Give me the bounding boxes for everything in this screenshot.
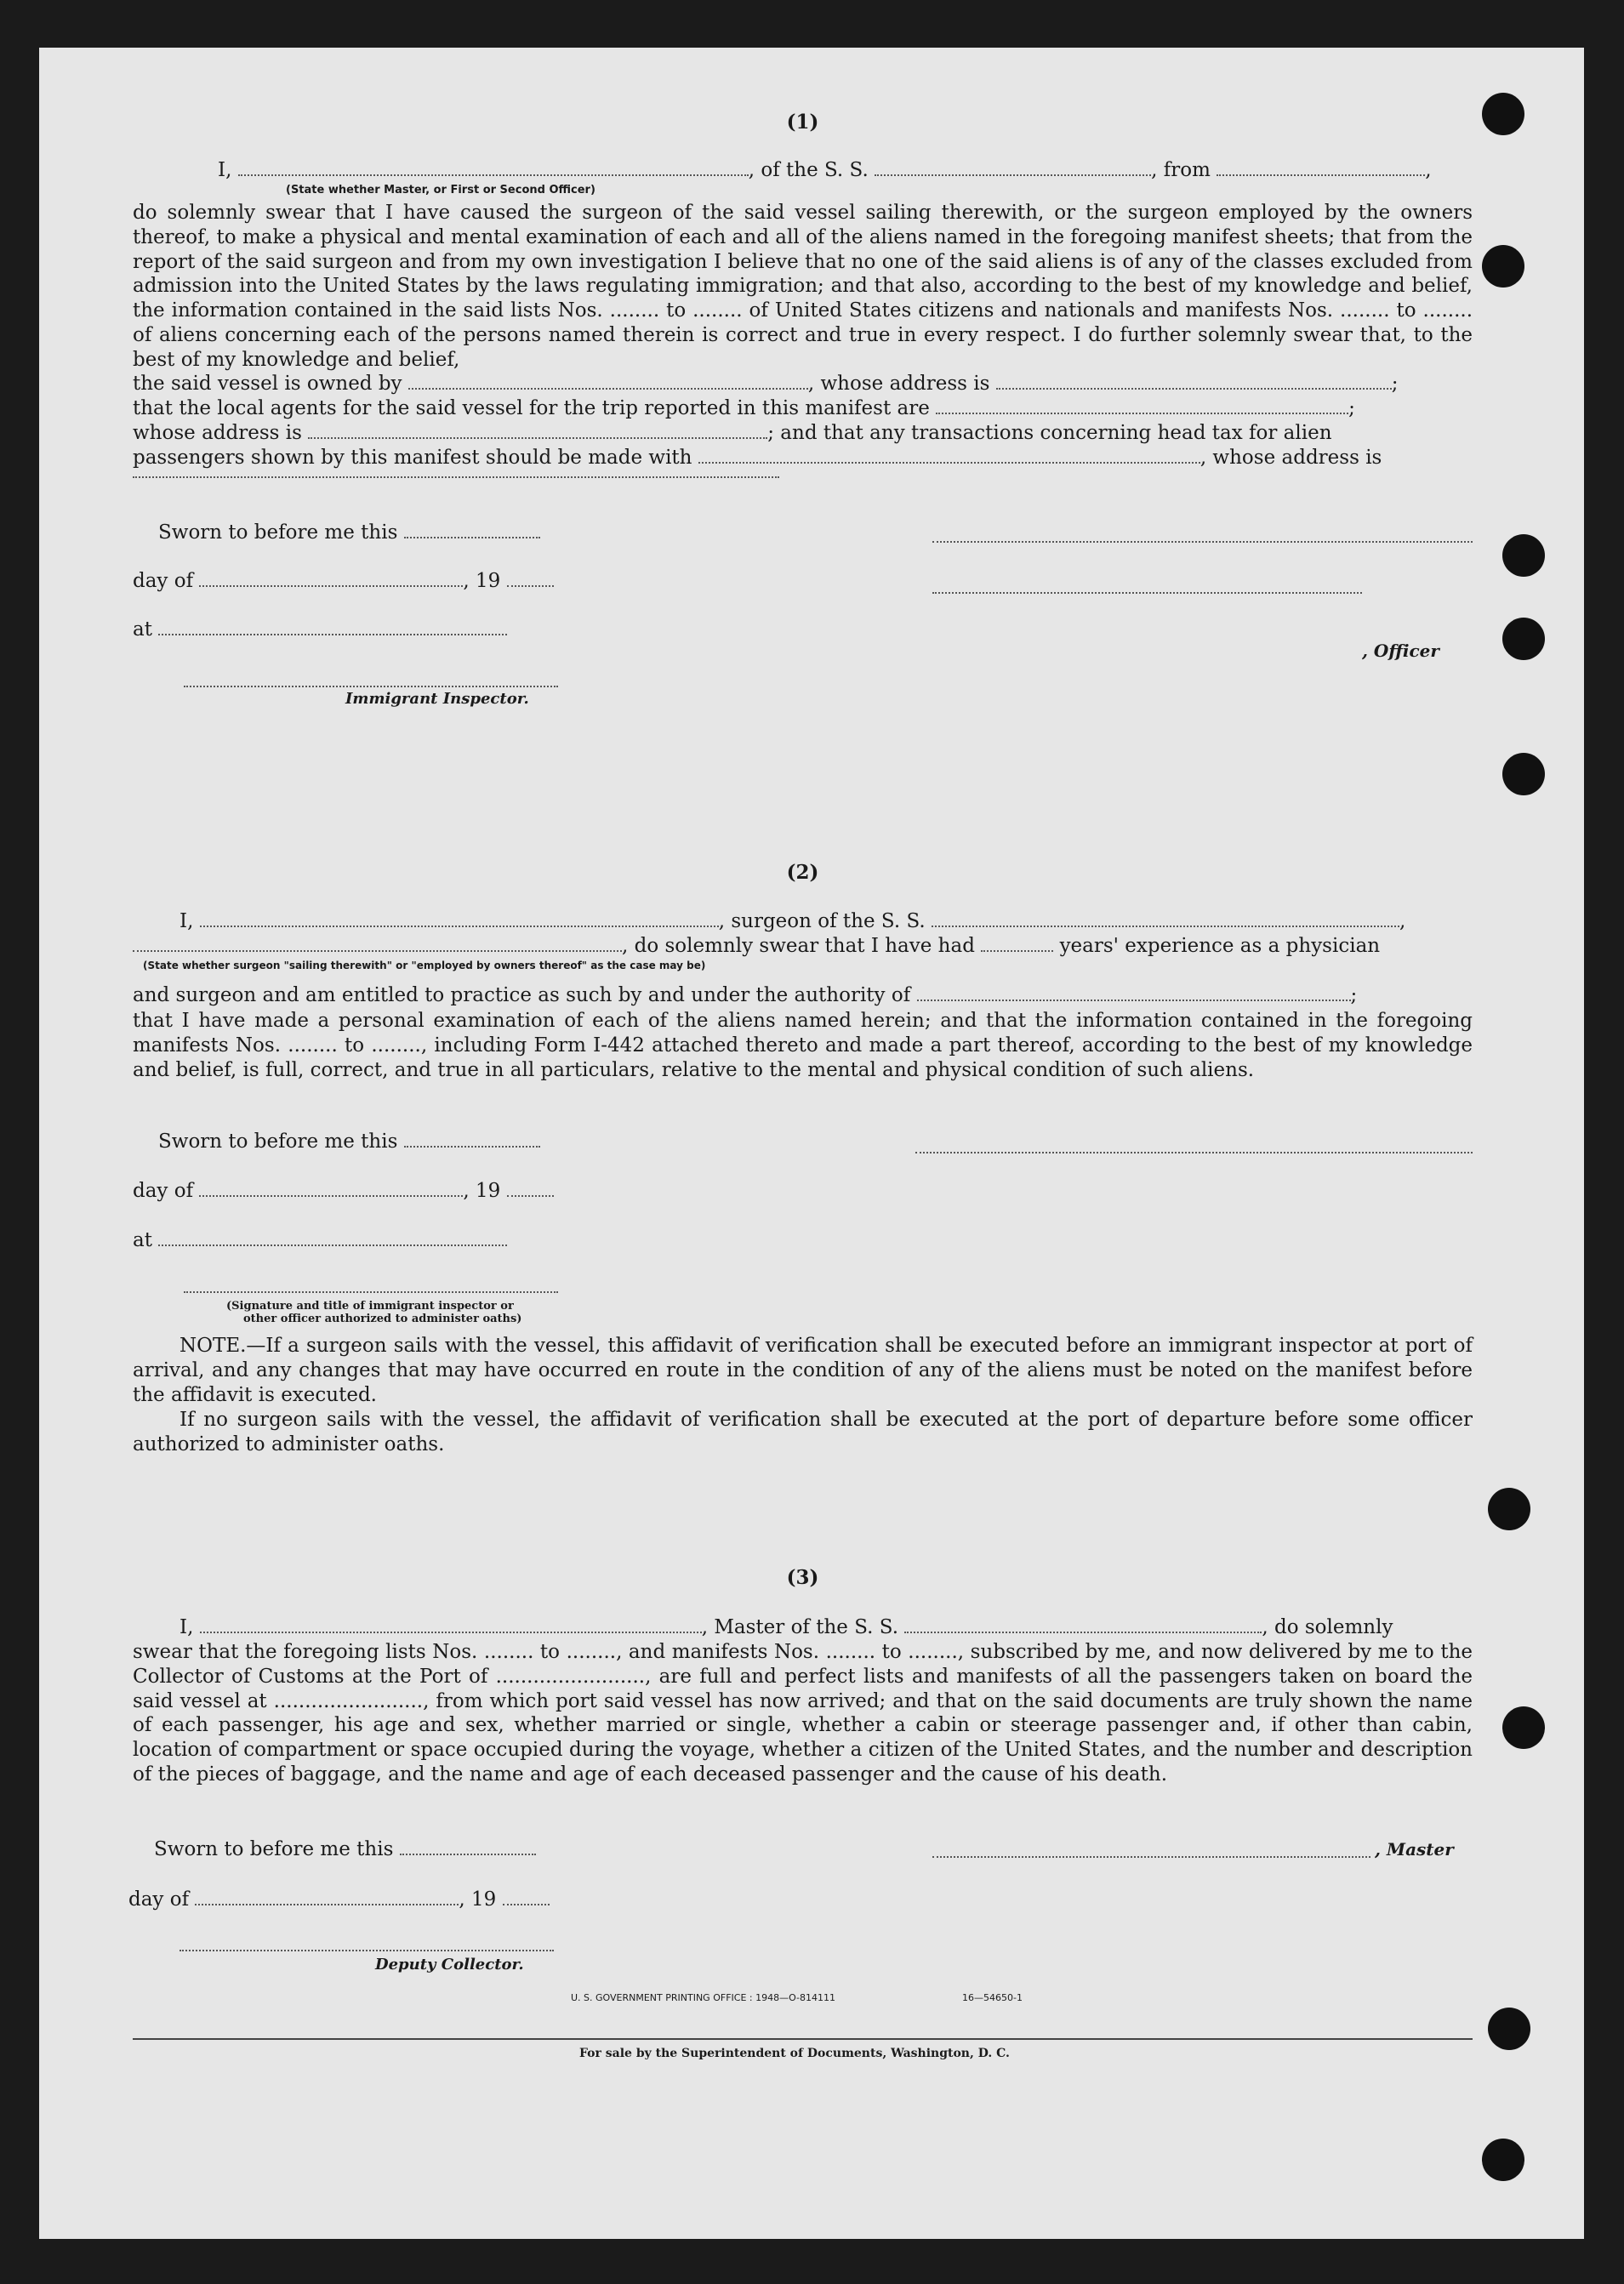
punch-hole-icon (1502, 534, 1545, 577)
sworn-date-field-1[interactable] (404, 521, 540, 538)
footer-rule (133, 2038, 1473, 2040)
surgeon-signature-field[interactable] (915, 1152, 1473, 1153)
year-field-1[interactable] (507, 570, 554, 587)
local-agents-field[interactable] (936, 397, 1348, 414)
for-sale-note: For sale by the Superintendent of Documents, Washington, D. C. (579, 2047, 1010, 2060)
year-field-2[interactable] (507, 1180, 554, 1197)
day-of-line-3: day of , 19 (128, 1888, 520, 1912)
at-place-field-2[interactable] (158, 1229, 507, 1246)
at-place-field-1[interactable] (158, 618, 507, 635)
day-of-line-2: day of , 19 (133, 1179, 524, 1204)
head-tax-party-field[interactable] (698, 447, 1200, 464)
at-line-1: at (133, 618, 524, 642)
inspector-signature-field[interactable] (184, 686, 558, 687)
sworn-date-field-2[interactable] (404, 1131, 540, 1148)
deputy-collector-signature-field[interactable] (179, 1950, 554, 1951)
punch-hole-icon (1482, 245, 1524, 288)
day-of-line-1: day of , 19 (133, 569, 524, 594)
section-2-number: (2) (786, 861, 819, 884)
owner-field[interactable] (408, 373, 808, 390)
owner-address-field[interactable] (996, 373, 1392, 390)
note-paragraph-1: NOTE.—If a surgeon sails with the vessel, this affidavit of verification shall be executed before an immigrant inspector at port of arrival, and any changes that may have occurred en route in the condition of any of the aliens must be noted on the manifest before the affidavit is executed. (133, 1335, 1473, 1406)
immigrant-inspector-label: Immigrant Inspector. (345, 690, 529, 708)
note-paragraph-2: If no surgeon sails with the vessel, the affidavit of verification shall be executed at the port of departure before some officer authorized to administer oaths. (133, 1409, 1473, 1455)
punch-hole-icon (1482, 93, 1524, 135)
surgeon-oath-line: I, , surgeon of the S. S. , (179, 910, 1406, 932)
master-label: , Master (1375, 1839, 1454, 1860)
signature-note-2: other officer authorized to administer oaths) (243, 1313, 522, 1325)
punch-hole-icon (1502, 1706, 1545, 1749)
punch-hole-icon (1482, 2139, 1524, 2181)
at-line-2: at (133, 1228, 524, 1253)
head-tax-line: passengers shown by this manifest should be made with , whose address is (133, 447, 1382, 469)
from-port-field[interactable] (1217, 159, 1425, 176)
master-name-field-3[interactable] (200, 1616, 702, 1633)
day-of-month-field-3[interactable] (195, 1888, 459, 1905)
section-2-paragraph: that I have made a personal examination of each of the aliens named herein; and that the information contained in the foregoing manifests Nos. ........ to ........, including Form I-442 attached thereto and made a part thereof, according to the best of my knowledge and belief, is full, correct, and true in all particulars, relative to the mental and physical condition of such aliens. (133, 1010, 1473, 1081)
sworn-line-2: Sworn to before me this (158, 1130, 499, 1154)
printing-office-imprint: U. S. GOVERNMENT PRINTING OFFICE : 1948—O-814111 (571, 1992, 836, 2003)
day-of-month-field-1[interactable] (199, 570, 463, 587)
authority-line: and surgeon and am entitled to practice as such by and under the authority of ; (133, 984, 1358, 1006)
officer-signature-line-top[interactable] (932, 541, 1473, 543)
year-field-3[interactable] (503, 1888, 550, 1905)
surgeon-note: (State whether surgeon "sailing therewith" or "employed by owners thereof" as the case may be) (143, 960, 706, 971)
agents-address-field[interactable] (308, 422, 767, 439)
master-name-field[interactable] (238, 159, 749, 176)
master-oath-line: I, , of the S. S. , from , (218, 159, 1432, 181)
punch-hole-icon (1488, 1488, 1530, 1530)
owned-by-line: the said vessel is owned by , whose address is ; (133, 373, 1399, 395)
sworn-line-1: Sworn to before me this (158, 521, 499, 545)
section-3-paragraph: swear that the foregoing lists Nos. ........ to ........, and manifests Nos. ........ to ........, subscribed by me, and now delivered by me to the Collector of Customs at the Port of ........................, are full and perfect lists and manifests of all the passengers taken on board the said vessel at ........................, from which port said vessel has now arrived; and that on the said documents are truly shown the name of each passenger, his age and sex, whether married or single, whether a cabin or steerage passenger and, if other than cabin, location of compartment or space occupied during the voyage, whether a citizen of the United States, and the number and description of the pieces of baggage, and the name and age of each deceased passenger and the cause of his death. (133, 1641, 1473, 1786)
head-tax-address-field[interactable] (133, 476, 779, 478)
officer-signature-field[interactable] (932, 592, 1362, 594)
sworn-line-3: Sworn to before me this (154, 1837, 494, 1862)
surgeon-vessel-field[interactable] (932, 910, 1399, 927)
section-3-number: (3) (786, 1566, 819, 1589)
signature-note-1: (Signature and title of immigrant inspector or (226, 1300, 514, 1313)
punch-hole-icon (1488, 2008, 1530, 2050)
master-note: (State whether Master, or First or Second Officer) (286, 184, 595, 197)
officer-label: , Officer (1362, 641, 1439, 661)
master-signature-field[interactable] (932, 1856, 1370, 1858)
deputy-collector-label: Deputy Collector. (375, 1956, 524, 1974)
section-1-paragraph: do solemnly swear that I have caused the surgeon of the said vessel sailing therewith, or the surgeon employed by the owners thereof, to make a physical and mental examination of each and all of the aliens named in the foregoing manifest sheets; that from the report of the said surgeon and from my own investigation I believe that no one of the said aliens is of any of the classes excluded from admission into the United States by the laws regulating immigration; and that also, according to the best of my knowledge and belief, the information contained in the said lists Nos. ........ to ........ of United States citizens and nationals and manifests Nos. ........ to ........ of aliens concerning each of the persons named therein is correct and true in every respect. I do further solemnly swear that, to the best of my knowledge and belief, (133, 202, 1473, 371)
local-agents-line: that the local agents for the said vessel for the trip reported in this manifest are ; (133, 397, 1355, 419)
day-of-month-field-2[interactable] (199, 1180, 463, 1197)
vessel-name-field[interactable] (875, 159, 1151, 176)
section-1-number: (1) (786, 111, 819, 134)
surgeon-experience-line: , do solemnly swear that I have had years' experience as a physician (133, 934, 1473, 959)
form-number: 16—54650-1 (962, 1992, 1023, 2003)
agents-address-line: whose address is ; and that any transactions concerning head tax for alien (133, 422, 1332, 444)
inspector-signature-field-2[interactable] (184, 1291, 558, 1293)
punch-hole-icon (1502, 753, 1545, 795)
authority-field[interactable] (917, 984, 1351, 1001)
surgeon-status-field[interactable] (133, 935, 622, 952)
sworn-date-field-3[interactable] (400, 1838, 536, 1855)
master-oath-line-3: I, , Master of the S. S. , do solemnly (179, 1616, 1393, 1638)
vessel-name-field-3[interactable] (904, 1616, 1262, 1633)
punch-hole-icon (1502, 618, 1545, 660)
surgeon-name-field[interactable] (200, 910, 719, 927)
years-experience-field[interactable] (981, 935, 1053, 952)
form-page (39, 48, 1584, 2239)
